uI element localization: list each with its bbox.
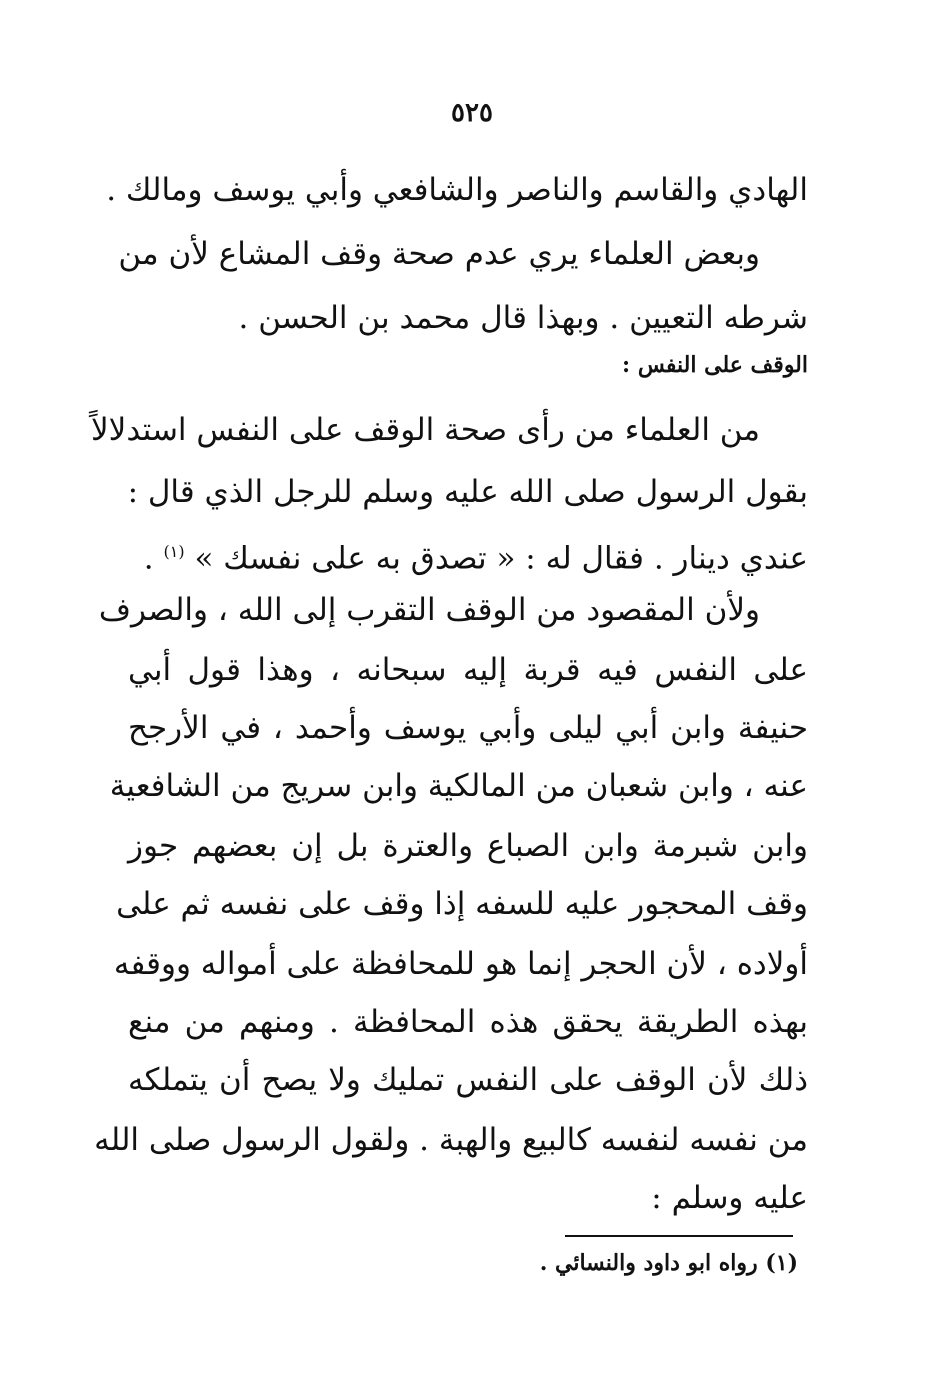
text-line: على النفس فيه قربة إليه سبحانه ، وهذا قول أبي [128,652,808,688]
text-line: عنه ، وابن شعبان من المالكية وابن سريج من الشافعية [109,768,808,804]
text-line: وابن شبرمة وابن الصباع والعترة بل إن بعضهم جوز [128,828,808,864]
text-line: ولأن المقصود من الوقف التقرب إلى الله ، والصرف [98,592,760,628]
text-line: الهادي والقاسم والناصر والشافعي وأبي يوسف ومالك . [106,172,808,208]
text-line: بهذه الطريقة يحقق هذه المحافظة . ومنهم من منع [128,1004,808,1040]
text-line: حنيفة وابن أبي ليلى وأبي يوسف وأحمد ، في الأرجح [128,710,808,746]
text-line: أولاده ، لأن الحجر إنما هو للمحافظة على أمواله ووقفه [113,946,808,982]
text-line [128,522,808,582]
text-line: بقول الرسول صلى الله عليه وسلم للرجل الذي قال : [127,474,808,510]
line-end-mark: . [143,540,154,577]
page-number: ٥٢٥ [451,98,493,128]
footnote-reference: (١) [163,542,185,561]
text-line: ذلك لأن الوقف على النفس تمليك ولا يصح أن يتملكه [128,1062,808,1098]
text-line: وقف المحجور عليه للسفه إذا وقف على نفسه ثم على [116,886,808,922]
text-line: من نفسه لنفسه كالبيع والهبة . ولقول الرسول صلى الله [94,1122,808,1158]
text-line-content: عندي دينار . فقال له : « تصدق به على نفسك » [194,540,808,577]
text-line: وبعض العلماء يري عدم صحة وقف المشاع لأن من [118,236,760,272]
footnote-divider [565,1235,793,1237]
section-heading: الوقف على النفس : [622,352,808,378]
text-line: شرطه التعيين . وبهذا قال محمد بن الحسن . [238,300,808,336]
text-line: من العلماء من رأى صحة الوقف على النفس استدلالاً [90,412,760,448]
text-line: عليه وسلم : [651,1180,808,1216]
footnote: (١) رواه ابو داود والنسائي . [539,1250,798,1276]
